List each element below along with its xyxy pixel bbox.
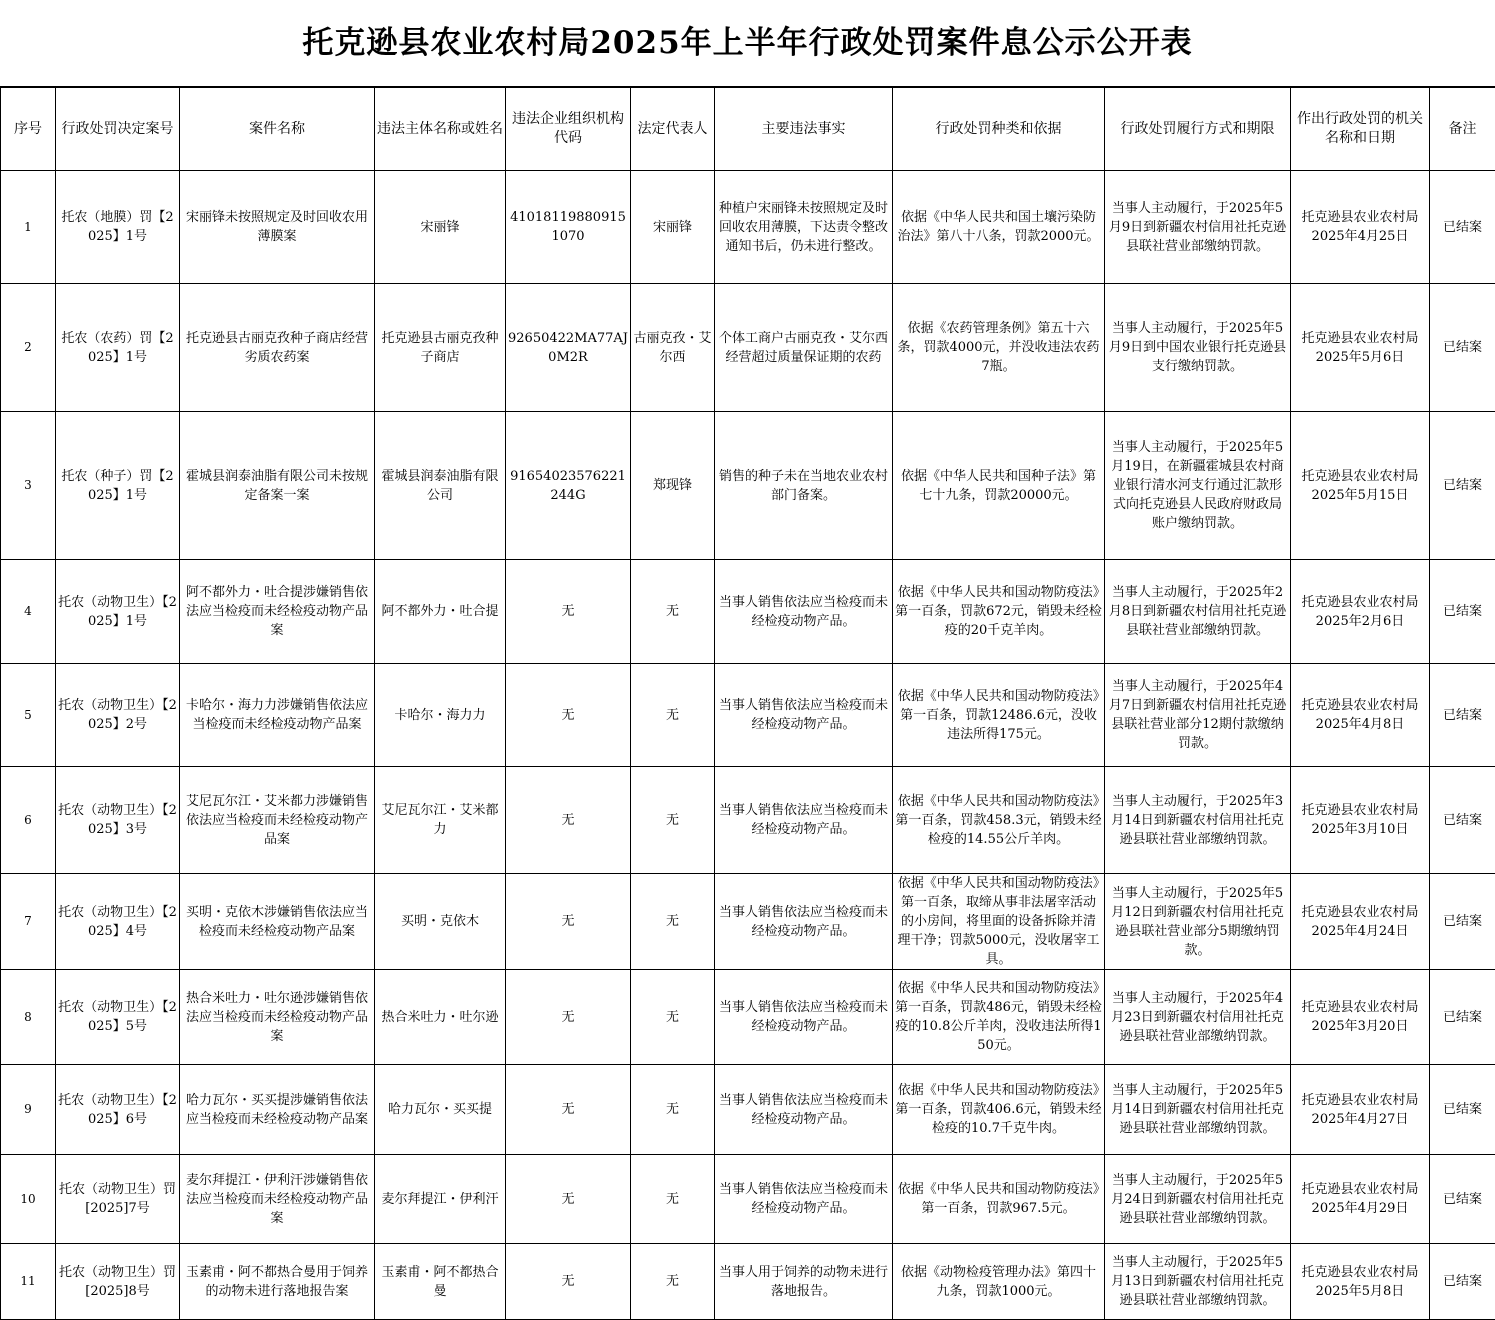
cell-party: 霍城县润泰油脂有限公司	[375, 412, 506, 560]
cell-basis: 依据《中华人民共和国动物防疫法》第一百条，罚款406.6元，销毁未经检疫的10.7千克牛肉。	[893, 1065, 1105, 1155]
cell-no: 3	[1, 412, 56, 560]
cell-authority	[1291, 1065, 1430, 1155]
cell-rep: 无	[631, 767, 715, 874]
cell-facts: 种植户宋丽锋未按照规定及时回收农用薄膜，下达责令整改通知书后，仍未进行整改。	[715, 171, 893, 284]
header-basis: 行政处罚种类和依据	[893, 88, 1105, 171]
authority-name: 托克逊县农业农村局	[1301, 1000, 1418, 1015]
cell-facts: 销售的种子未在当地农业农村部门备案。	[715, 412, 893, 560]
authority-name: 托克逊县农业农村局	[1301, 698, 1418, 713]
cell-fulfill: 当事人主动履行，于2025年5月9日到新疆农村信用社托克逊县联社营业部缴纳罚款。	[1105, 171, 1291, 284]
table-row	[1, 171, 1495, 284]
header-remark: 备注	[1430, 88, 1495, 171]
cell-case-no: 托农（地膜）罚【2025】1号	[56, 171, 180, 284]
header-case-name: 案件名称	[180, 88, 375, 171]
cell-authority	[1291, 970, 1430, 1065]
cell-party: 热合米吐力・吐尔逊	[375, 970, 506, 1065]
table-header-row	[1, 88, 1495, 171]
authority-name: 托克逊县农业农村局	[1301, 1093, 1418, 1108]
cell-no: 11	[1, 1244, 56, 1320]
cell-authority	[1291, 664, 1430, 767]
cell-no: 2	[1, 284, 56, 412]
cell-org-code: 无	[506, 970, 631, 1065]
cell-no: 10	[1, 1155, 56, 1244]
cell-basis: 依据《动物检疫管理办法》第四十九条，罚款1000元。	[893, 1244, 1105, 1320]
authority-date: 2025年4月29日	[1312, 1201, 1409, 1216]
cell-authority	[1291, 1155, 1430, 1244]
cell-case-name: 玉素甫・阿不都热合曼用于饲养的动物未进行落地报告案	[180, 1244, 375, 1320]
cell-case-name: 哈力瓦尔・买买提涉嫌销售依法应当检疫而未经检疫动物产品案	[180, 1065, 375, 1155]
cell-case-name: 卡哈尔・海力力涉嫌销售依法应当检疫而未经检疫动物产品案	[180, 664, 375, 767]
cell-facts: 当事人用于饲养的动物未进行落地报告。	[715, 1244, 893, 1320]
cell-authority	[1291, 767, 1430, 874]
cell-facts: 当事人销售依法应当检疫而未经检疫动物产品。	[715, 1065, 893, 1155]
cell-facts: 当事人销售依法应当检疫而未经检疫动物产品。	[715, 970, 893, 1065]
header-case-no: 行政处罚决定案号	[56, 88, 180, 171]
authority-name: 托克逊县农业农村局	[1301, 469, 1418, 484]
cell-fulfill: 当事人主动履行，于2025年2月8日到新疆农村信用社托克逊县联社营业部缴纳罚款。	[1105, 560, 1291, 664]
cell-facts: 当事人销售依法应当检疫而未经检疫动物产品。	[715, 1155, 893, 1244]
cell-org-code: 92650422MA77AJ0M2R	[506, 284, 631, 412]
cell-party: 托克逊县古丽克孜种子商店	[375, 284, 506, 412]
cell-no: 7	[1, 874, 56, 970]
table-row	[1, 1065, 1495, 1155]
header-no: 序号	[1, 88, 56, 171]
cell-case-name: 买明・克依木涉嫌销售依法应当检疫而未经检疫动物产品案	[180, 874, 375, 970]
cell-fulfill: 当事人主动履行，于2025年5月19日，在新疆霍城县农村商业银行清水河支行通过汇款形式向托克逊县人民政府财政局账户缴纳罚款。	[1105, 412, 1291, 560]
authority-date: 2025年5月15日	[1312, 488, 1409, 503]
authority-date: 2025年4月8日	[1316, 717, 1405, 732]
cell-case-no: 托农（动物卫生）【2025】2号	[56, 664, 180, 767]
cell-remark: 已结案	[1430, 171, 1495, 284]
cell-party: 艾尼瓦尔江・艾米都力	[375, 767, 506, 874]
header-authority: 作出行政处罚的机关名称和日期	[1291, 88, 1430, 171]
cell-case-no: 托农（动物卫生）【2025】4号	[56, 874, 180, 970]
cell-remark: 已结案	[1430, 412, 1495, 560]
cell-rep: 无	[631, 874, 715, 970]
authority-date: 2025年3月20日	[1312, 1019, 1409, 1034]
cell-rep: 无	[631, 1244, 715, 1320]
cell-case-name: 宋丽锋未按照规定及时回收农用薄膜案	[180, 171, 375, 284]
cell-fulfill: 当事人主动履行，于2025年3月14日到新疆农村信用社托克逊县联社营业部缴纳罚款。	[1105, 767, 1291, 874]
cell-no: 5	[1, 664, 56, 767]
table-row	[1, 284, 1495, 412]
cell-basis: 依据《中华人民共和国土壤污染防治法》第八十八条，罚款2000元。	[893, 171, 1105, 284]
cell-remark: 已结案	[1430, 1155, 1495, 1244]
table-row	[1, 664, 1495, 767]
cell-case-name: 麦尔拜提江・伊利汗涉嫌销售依法应当检疫而未经检疫动物产品案	[180, 1155, 375, 1244]
cell-case-no: 托农（动物卫生）【2025】6号	[56, 1065, 180, 1155]
cell-org-code: 无	[506, 1065, 631, 1155]
cell-remark: 已结案	[1430, 970, 1495, 1065]
cell-no: 6	[1, 767, 56, 874]
cell-basis: 依据《中华人民共和国种子法》第七十九条，罚款20000元。	[893, 412, 1105, 560]
cell-no: 9	[1, 1065, 56, 1155]
cell-remark: 已结案	[1430, 874, 1495, 970]
cell-org-code: 无	[506, 560, 631, 664]
cell-rep: 无	[631, 560, 715, 664]
authority-name: 托克逊县农业农村局	[1301, 595, 1418, 610]
cell-basis: 依据《中华人民共和国动物防疫法》第一百条，罚款486元，销毁未经检疫的10.8公斤羊肉，没收违法所得150元。	[893, 970, 1105, 1065]
cell-fulfill: 当事人主动履行，于2025年5月14日到新疆农村信用社托克逊县联社营业部缴纳罚款。	[1105, 1065, 1291, 1155]
cell-rep: 无	[631, 970, 715, 1065]
authority-name: 托克逊县农业农村局	[1301, 331, 1418, 346]
cell-org-code: 无	[506, 1155, 631, 1244]
cell-rep: 无	[631, 1065, 715, 1155]
table-row	[1, 1244, 1495, 1320]
cell-remark: 已结案	[1430, 284, 1495, 412]
authority-date: 2025年4月24日	[1312, 924, 1409, 939]
cell-basis: 依据《中华人民共和国动物防疫法》第一百条，罚款12486.6元，没收违法所得175元。	[893, 664, 1105, 767]
cell-case-no: 托农（动物卫生）【2025】5号	[56, 970, 180, 1065]
cell-party: 买明・克依木	[375, 874, 506, 970]
cell-rep: 古丽克孜・艾尔西	[631, 284, 715, 412]
table-row	[1, 767, 1495, 874]
cell-fulfill: 当事人主动履行，于2025年5月24日到新疆农村信用社托克逊县联社营业部缴纳罚款。	[1105, 1155, 1291, 1244]
cell-party: 阿不都外力・吐合提	[375, 560, 506, 664]
cell-no: 1	[1, 171, 56, 284]
cell-authority	[1291, 560, 1430, 664]
cell-rep: 宋丽锋	[631, 171, 715, 284]
table-row	[1, 874, 1495, 970]
cell-org-code: 410181198809151070	[506, 171, 631, 284]
cell-case-no: 托农（种子）罚【2025】1号	[56, 412, 180, 560]
cell-facts: 当事人销售依法应当检疫而未经检疫动物产品。	[715, 664, 893, 767]
authority-date: 2025年5月8日	[1316, 1284, 1405, 1299]
authority-name: 托克逊县农业农村局	[1301, 1182, 1418, 1197]
cell-authority	[1291, 171, 1430, 284]
cell-remark: 已结案	[1430, 560, 1495, 664]
authority-date: 2025年2月6日	[1316, 614, 1405, 629]
cell-facts: 当事人销售依法应当检疫而未经检疫动物产品。	[715, 560, 893, 664]
authority-date: 2025年5月6日	[1316, 350, 1405, 365]
authority-date: 2025年4月25日	[1312, 229, 1409, 244]
authority-date: 2025年4月27日	[1312, 1112, 1409, 1127]
cell-no: 4	[1, 560, 56, 664]
authority-name: 托克逊县农业农村局	[1301, 1265, 1418, 1280]
authority-name: 托克逊县农业农村局	[1301, 210, 1418, 225]
table-row	[1, 560, 1495, 664]
cell-party: 宋丽锋	[375, 171, 506, 284]
cell-case-no: 托农（动物卫生）罚[2025]8号	[56, 1244, 180, 1320]
cell-rep: 无	[631, 664, 715, 767]
cell-case-no: 托农（动物卫生）罚[2025]7号	[56, 1155, 180, 1244]
cell-facts: 当事人销售依法应当检疫而未经检疫动物产品。	[715, 767, 893, 874]
cell-remark: 已结案	[1430, 1065, 1495, 1155]
cell-case-name: 阿不都外力・吐合提涉嫌销售依法应当检疫而未经检疫动物产品案	[180, 560, 375, 664]
cell-fulfill: 当事人主动履行，于2025年4月23日到新疆农村信用社托克逊县联社营业部缴纳罚款。	[1105, 970, 1291, 1065]
cell-party: 麦尔拜提江・伊利汗	[375, 1155, 506, 1244]
cell-case-no: 托农（动物卫生）【2025】3号	[56, 767, 180, 874]
table-row	[1, 1155, 1495, 1244]
cell-case-name: 托克逊县古丽克孜种子商店经营劣质农药案	[180, 284, 375, 412]
cell-remark: 已结案	[1430, 664, 1495, 767]
cell-remark: 已结案	[1430, 1244, 1495, 1320]
cell-org-code: 91654023576221244G	[506, 412, 631, 560]
cell-org-code: 无	[506, 874, 631, 970]
authority-date: 2025年3月10日	[1312, 822, 1409, 837]
header-org-code: 违法企业组织机构代码	[506, 88, 631, 171]
cell-basis: 依据《中华人民共和国动物防疫法》第一百条，罚款967.5元。	[893, 1155, 1105, 1244]
cell-basis: 依据《中华人民共和国动物防疫法》第一百条，取缔从事非法屠宰活动的小房间，将里面的设备拆除并清理干净；罚款5000元，没收屠宰工具。	[893, 874, 1105, 970]
cell-basis: 依据《中华人民共和国动物防疫法》第一百条，罚款672元，销毁未经检疫的20千克羊肉。	[893, 560, 1105, 664]
page-title: 托克逊县农业农村局2025年上半年行政处罚案件息公示公开表	[0, 0, 1495, 87]
cell-org-code: 无	[506, 664, 631, 767]
cell-org-code: 无	[506, 1244, 631, 1320]
cell-case-no: 托农（动物卫生）【2025】1号	[56, 560, 180, 664]
cell-party: 玉素甫・阿不都热合曼	[375, 1244, 506, 1320]
cell-case-no: 托农（农药）罚【2025】1号	[56, 284, 180, 412]
cell-basis: 依据《农药管理条例》第五十六条，罚款4000元，并没收违法农药7瓶。	[893, 284, 1105, 412]
cell-party: 哈力瓦尔・买买提	[375, 1065, 506, 1155]
cell-fulfill: 当事人主动履行，于2025年5月13日到新疆农村信用社托克逊县联社营业部缴纳罚款。	[1105, 1244, 1291, 1320]
cell-fulfill: 当事人主动履行，于2025年4月7日到新疆农村信用社托克逊县联社营业部分12期付款缴纳罚款。	[1105, 664, 1291, 767]
cell-authority	[1291, 412, 1430, 560]
header-party: 违法主体名称或姓名	[375, 88, 506, 171]
header-fulfill: 行政处罚履行方式和期限	[1105, 88, 1291, 171]
authority-name: 托克逊县农业农村局	[1301, 803, 1418, 818]
cell-no: 8	[1, 970, 56, 1065]
cell-fulfill: 当事人主动履行，于2025年5月12日到新疆农村信用社托克逊县联社营业部分5期缴纳罚款。	[1105, 874, 1291, 970]
cell-org-code: 无	[506, 767, 631, 874]
cell-authority	[1291, 284, 1430, 412]
cell-party: 卡哈尔・海力力	[375, 664, 506, 767]
cell-facts: 当事人销售依法应当检疫而未经检疫动物产品。	[715, 874, 893, 970]
cell-authority	[1291, 1244, 1430, 1320]
table-row	[1, 412, 1495, 560]
cell-rep: 无	[631, 1155, 715, 1244]
cell-remark: 已结案	[1430, 767, 1495, 874]
cell-case-name: 热合米吐力・吐尔逊涉嫌销售依法应当检疫而未经检疫动物产品案	[180, 970, 375, 1065]
cell-rep: 郑现锋	[631, 412, 715, 560]
header-rep: 法定代表人	[631, 88, 715, 171]
table-body	[1, 171, 1495, 1320]
penalty-table	[0, 87, 1495, 1320]
cell-fulfill: 当事人主动履行，于2025年5月9日到中国农业银行托克逊县支行缴纳罚款。	[1105, 284, 1291, 412]
authority-name: 托克逊县农业农村局	[1301, 905, 1418, 920]
header-facts: 主要违法事实	[715, 88, 893, 171]
cell-facts: 个体工商户古丽克孜・艾尔西经营超过质量保证期的农药	[715, 284, 893, 412]
table-row	[1, 970, 1495, 1065]
cell-case-name: 霍城县润泰油脂有限公司未按规定备案一案	[180, 412, 375, 560]
cell-basis: 依据《中华人民共和国动物防疫法》第一百条，罚款458.3元，销毁未经检疫的14.55公斤羊肉。	[893, 767, 1105, 874]
cell-authority	[1291, 874, 1430, 970]
cell-case-name: 艾尼瓦尔江・艾米都力涉嫌销售依法应当检疫而未经检疫动物产品案	[180, 767, 375, 874]
